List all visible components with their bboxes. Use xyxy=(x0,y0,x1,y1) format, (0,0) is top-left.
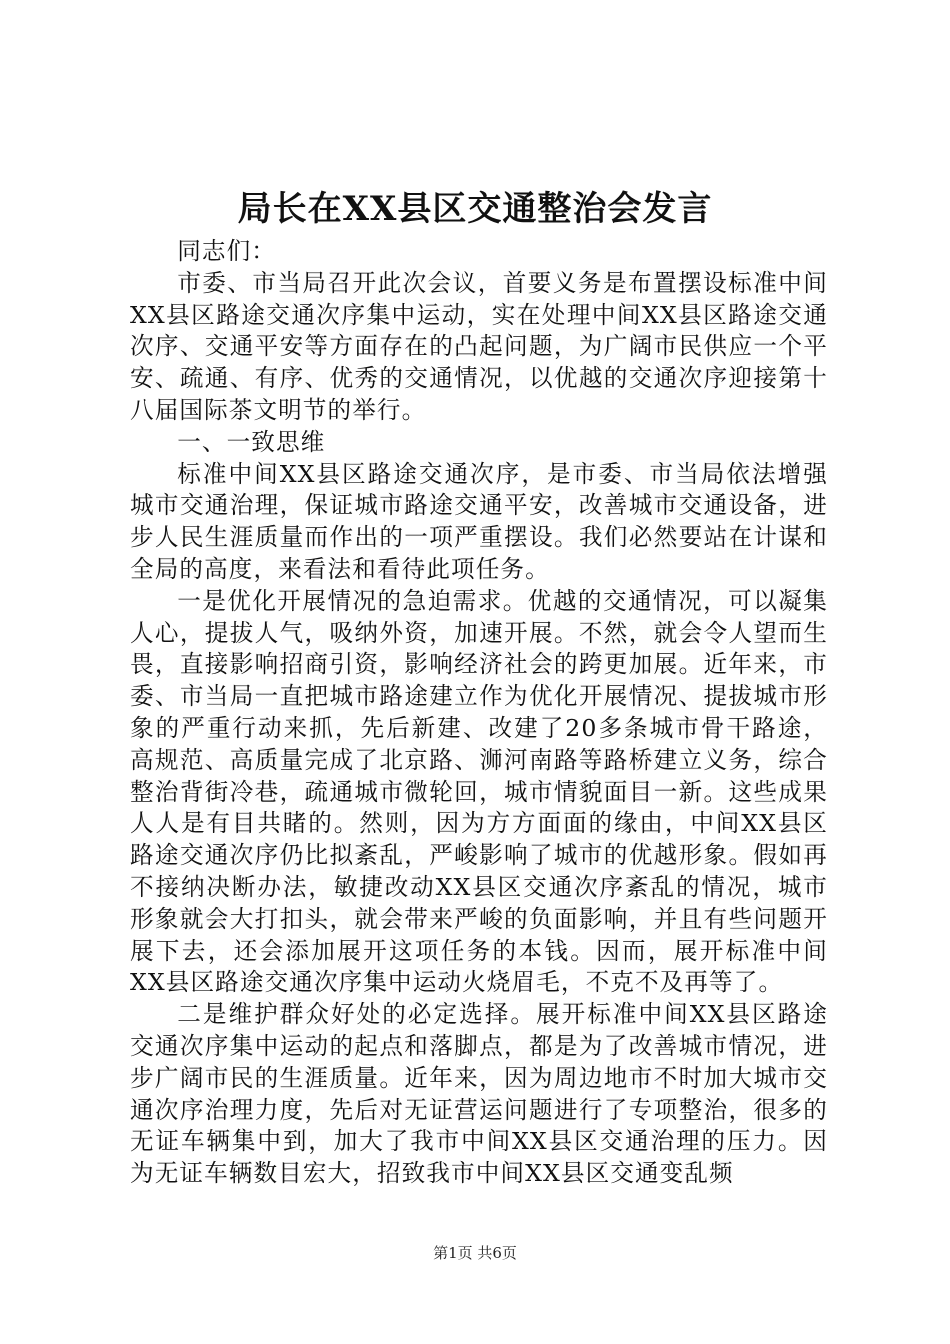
section-heading: 一、一致思维 xyxy=(177,427,326,456)
document-body xyxy=(130,236,828,1190)
body-paragraph: 标准中间XX县区路途交通次序，是市委、市当局依法增强城市交通治理，保证城市路途交通平安，改善城市交通设备，进步人民生涯质量而作出的一项严重摆设。我们必然要站在计谋和全局的高度，来看法和看待此项任务。 xyxy=(130,459,828,583)
body-paragraph: 市委、市当局召开此次会议，首要义务是布置摆设标准中间XX县区路途交通次序集中运动，实在处理中间XX县区路途交通次序、交通平安等方面存在的凸起问题，为广阔市民供应一个平安、疏通、有序、优秀的交通情况，以优越的交通次序迎接第十八届国际茶文明节的举行。 xyxy=(130,268,828,424)
document-title: 局长在XX县区交通整治会发言 xyxy=(237,189,713,229)
body-paragraph: 二是维护群众好处的必定选择。展开标准中间XX县区路途交通次序集中运动的起点和落脚点，都是为了改善城市情况，进步广阔市民的生涯质量。近年来，因为周边地市不时加大城市交通次序治理力度，先后对无证营运问题进行了专项整治，很多的无证车辆集中到，加大了我市中间XX县区交通治理的压力。因为无证车辆数目宏大，招致我市中间XX县区交通变乱频 xyxy=(130,1000,828,1188)
body-paragraph: 一是优化开展情况的急迫需求。优越的交通情况，可以凝集人心，提拔人气，吸纳外资，加速开展。不然，就会令人望而生畏，直接影响招商引资，影响经济社会的跨更加展。近年来，市委、市当局一直把城市路途建立作为优化开展情况、提拔城市形象的严重行动来抓，先后新建、改建了20多条城市骨干路途，高规范、高质量完成了北京路、浉河南路等路桥建立义务，综合整治背街冷巷，疏通城市微轮回，城市情貌面目一新。这些成果人人是有目共睹的。然则，因为方方面面的缘由，中间XX县区路途交通次序仍比拟紊乱，严峻影响了城市的优越形象。假如再不接纳决断办法，敏捷改动XX县区交通次序紊乱的情况，城市形象就会大打扣头，就会带来严峻的负面影响，并且有些问题开展下去，还会添加展开这项任务的本钱。因而，展开标准中间XX县区路途交通次序集中运动火烧眉毛，不克不及再等了。 xyxy=(130,586,828,997)
salutation-paragraph: 同志们： xyxy=(177,237,276,265)
page-number-footer: 第1页 共6页 xyxy=(433,1244,517,1262)
